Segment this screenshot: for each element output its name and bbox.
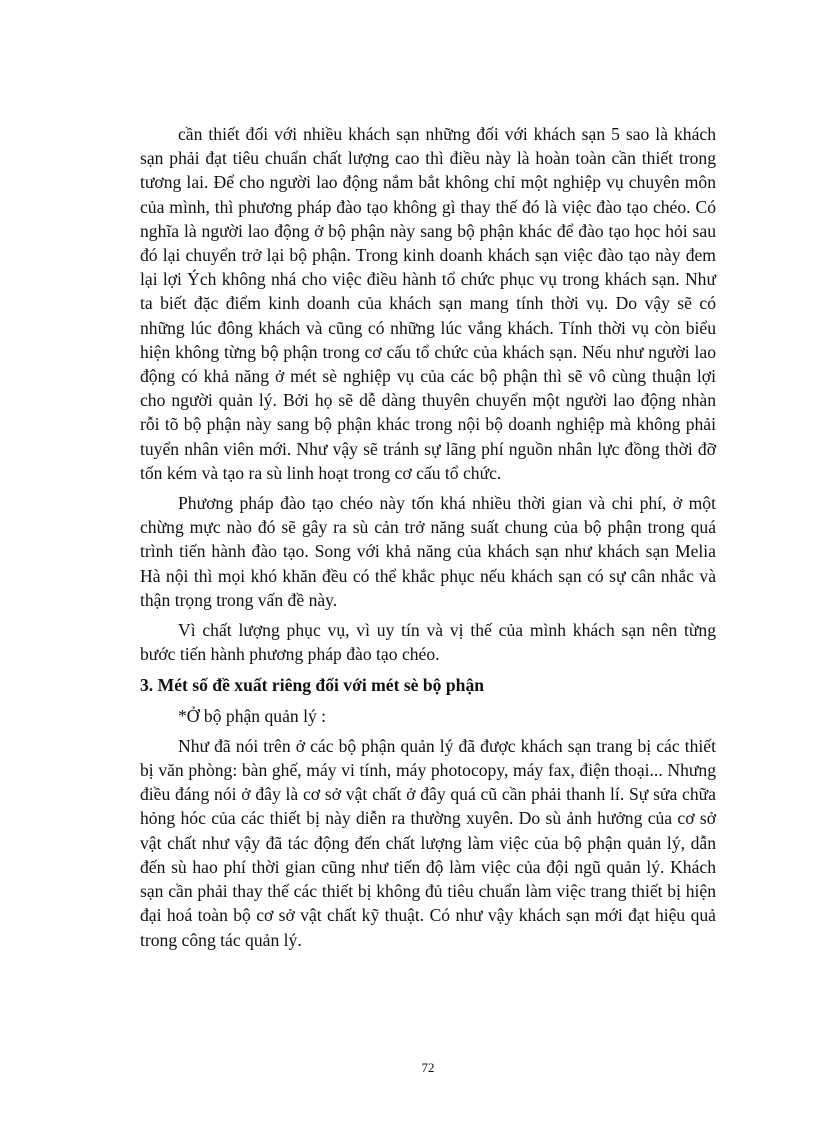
paragraph-management-equipment: Như đã nói trên ở các bộ phận quản lý đã được khách sạn trang bị các thiết bị văn phòng: bàn ghế, máy vi tính, máy photocopy, máy fax, điện thoại... Nhưng điều đáng nói ở đây là cơ sở vật chất ở đây quá cũ cần phải thanh lí. Sự sửa chữa hỏng hóc của các thiết bị này diễn ra thường xuyên. Do sù ảnh hưởng của cơ sở vật chất như vậy đã tác động đến chất lượng làm việc của bộ phận quản lý, dẫn đến sù hao phí thời gian cũng như tiến độ làm việc của đội ngũ quản lý. Khách sạn cần phải thay thế các thiết bị không đủ tiêu chuẩn làm việc trang thiết bị hiện đại hoá toàn bộ cơ sở vật chất kỹ thuật. Có như vậy khách sạn mới đạt hiệu quả trong công tác quản lý. <box>140 735 716 950</box>
page-content <box>140 122 716 952</box>
section-heading: 3. Mét số đề xuất riêng đối với mét sè bộ phận <box>140 675 485 696</box>
paragraph-cross-training: cần thiết đối với nhiều khách sạn những đối với khách sạn 5 sao là khách sạn phải đạt tiêu chuẩn chất lượng cao thì điều này là hoàn toàn cần thiết trong tương lai. Để cho người lao động nắm bắt không chỉ một nghiệp vụ chuyên môn của mình, thì phương pháp đào tạo không gì thay thế đó là việc đào tạo chéo. Có nghĩa là người lao động ở bộ phận này sang bộ phận khác để đào tạo học hỏi sau đó lại chuyển trở lại bộ phận. Trong kinh doanh khách sạn việc đào tạo này đem lại lợi Ých không nhá cho việc điều hành tổ chức phục vụ trong khách sạn. Như ta biết đặc điểm kinh doanh của khách sạn mang tính thời vụ. Do vậy sẽ có những lúc đông khách và cũng có những lúc vắng khách. Tính thời vụ còn biểu hiện không từng bộ phận trong cơ cấu tổ chức của khách sạn. Nếu như người lao động có khả năng ở mét sè nghiệp vụ của các bộ phận thì sẽ vô cùng thuận lợi cho người quản lý. Bởi họ sẽ dễ dàng thuyên chuyển một người lao động nhàn rỗi tõ bộ phận này sang bộ phận khác trong nội bộ doanh nghiệp mà không phải tuyển nhân viên mới. Như vậy sẽ tránh sự lãng phí nguồn nhân lực đồng thời đỡ tốn kém và tạo ra sù linh hoạt trong cơ cấu tổ chức. <box>140 124 716 483</box>
page-number: 72 <box>421 1060 435 1075</box>
paragraph-reputation: Vì chất lượng phục vụ, vì uy tín và vị thế của mình khách sạn nên từng bước tiến hành phương pháp đào tạo chéo. <box>140 620 716 665</box>
paragraph-cost-of-training: Phương pháp đào tạo chéo này tốn khá nhiều thời gian và chi phí, ở một chừng mực nào đó sẽ gây ra sù cản trở năng suất chung của bộ phận trong quá trình tiến hành đào tạo. Song với khả năng của khách sạn như khách sạn Melia Hà nội thì mọi khó khăn đều có thể khắc phục nếu khách sạn có sự cân nhắc và thận trọng trong vấn đề này. <box>140 493 716 610</box>
subheading-management: *Ở bộ phận quản lý : <box>178 705 327 726</box>
